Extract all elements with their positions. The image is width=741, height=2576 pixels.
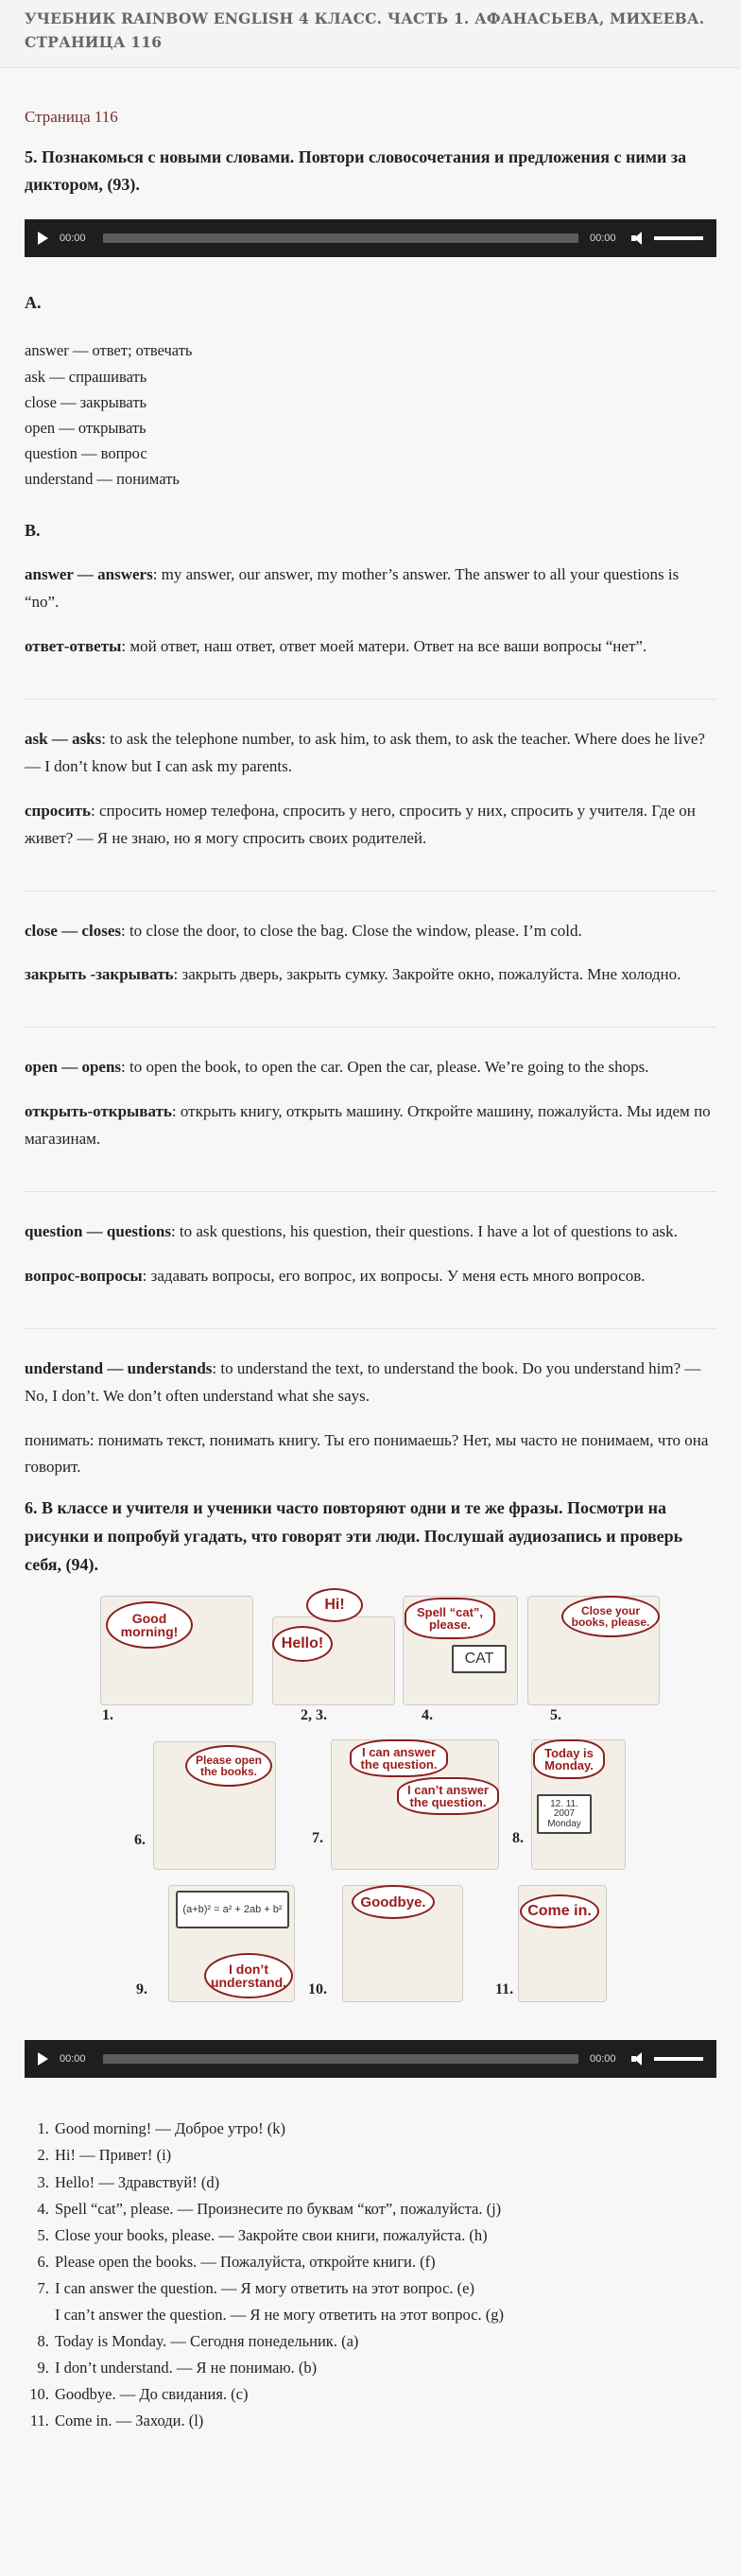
en-paragraph bbox=[25, 1356, 716, 1410]
ru-text: понимать: понимать текст, понимать книгу. Ты его понимаешь? Нет, мы часто не понимаем, что она говорит. bbox=[25, 1430, 709, 1477]
ru-paragraph bbox=[25, 1263, 716, 1290]
picture-number: 2, 3. bbox=[301, 1707, 327, 1724]
en-paragraph bbox=[25, 562, 716, 616]
ru-text: : задавать вопросы, его вопрос, их вопросы. У меня есть много вопросов. bbox=[142, 1266, 646, 1285]
en-paragraph bbox=[25, 726, 716, 781]
picture-number: 9. bbox=[136, 1981, 147, 1998]
en-word: understand — understands bbox=[25, 1358, 213, 1377]
divider bbox=[25, 1027, 716, 1028]
picture-number: 7. bbox=[312, 1830, 323, 1847]
en-word: ask — asks bbox=[25, 730, 102, 748]
page-title: УЧЕБНИК RAINBOW ENGLISH 4 КЛАСС. ЧАСТЬ 1. АФАНАСЬЕВА, МИХЕЕВА. СТРАНИЦА 116 bbox=[25, 9, 705, 51]
ru-text: : спросить номер телефона, спросить у него, спросить у них, спросить у учителя. Где он живет? — Я не знаю, но я могу спросить своих родителей. bbox=[25, 801, 696, 847]
ru-word: открыть-открывать bbox=[25, 1102, 172, 1121]
ru-paragraph bbox=[25, 633, 716, 661]
picture-good-morning bbox=[100, 1596, 261, 1726]
speech-bubble: Hello! bbox=[272, 1626, 333, 1662]
seek-bar[interactable] bbox=[103, 2054, 578, 2064]
current-time: 00:00 bbox=[60, 2053, 86, 2066]
speech-bubble: Goodbye. bbox=[352, 1885, 435, 1919]
list-item: 8. Today is Monday. — Сегодня понедельник. (a) bbox=[53, 2328, 716, 2355]
divider bbox=[25, 1191, 716, 1192]
main-content bbox=[0, 104, 741, 2434]
picture-number: 4. bbox=[422, 1707, 433, 1724]
en-paragraph bbox=[25, 918, 716, 945]
speech-bubble: I don’t understand. bbox=[204, 1953, 293, 1998]
ru-paragraph bbox=[25, 1427, 716, 1482]
vocab-item: ask — спрашивать bbox=[25, 367, 147, 386]
page-header bbox=[0, 0, 741, 68]
speech-bubble: Today is Monday. bbox=[533, 1739, 605, 1779]
list-item: 1. Good morning! — Доброе утро! (k) bbox=[53, 2116, 716, 2142]
en-word: open — opens bbox=[25, 1058, 122, 1077]
en-text: : to open the book, to open the car. Open the car, please. We’re going to the shops. bbox=[121, 1058, 649, 1077]
speech-bubble: Spell “cat”, please. bbox=[405, 1598, 495, 1639]
audio-player-94[interactable] bbox=[25, 2040, 716, 2078]
speech-bubble: Please open the books. bbox=[185, 1745, 272, 1787]
speech-bubble: Come in. bbox=[520, 1894, 599, 1928]
picture-come-in bbox=[491, 1885, 607, 2002]
vocab-item: question — вопрос bbox=[25, 444, 147, 463]
en-text: : my answer, our answer, my mother’s answer. The answer to all your questions is “no”. bbox=[25, 565, 680, 612]
list-item: 3. Hello! — Здравствуй! (d) bbox=[53, 2170, 716, 2196]
section-a-label: А. bbox=[25, 292, 42, 312]
picture-close-books bbox=[527, 1596, 660, 1726]
blackboard-text: (a+b)² = a² + 2ab + b² bbox=[176, 1891, 289, 1928]
ru-word: закрыть -закрывать bbox=[25, 965, 174, 984]
ru-word: ответ-ответы bbox=[25, 637, 122, 656]
divider bbox=[25, 890, 716, 891]
divider bbox=[25, 699, 716, 700]
speech-bubble: Hi! bbox=[306, 1588, 363, 1622]
en-text: : to close the door, to close the bag. Close the window, please. I’m cold. bbox=[120, 921, 582, 940]
picture-number: 11. bbox=[495, 1981, 514, 1998]
list-item: 2. Hi! — Привет! (i) bbox=[53, 2142, 716, 2169]
volume-slider[interactable] bbox=[654, 236, 703, 240]
picture-spell-cat bbox=[403, 1596, 518, 1726]
list-item: 5. Close your books, please. — Закройте свои книги, пожалуйста. (h) bbox=[53, 2222, 716, 2249]
duration: 00:00 bbox=[590, 232, 616, 244]
list-item: 9. I don’t understand. — Я не понимаю. (b) bbox=[53, 2355, 716, 2381]
picture-number: 1. bbox=[102, 1707, 113, 1724]
answers-list bbox=[25, 2116, 716, 2434]
list-item: 6. Please open the books. — Пожалуйста, откройте книги. (f) bbox=[53, 2249, 716, 2275]
ru-word: спросить bbox=[25, 801, 91, 820]
speech-bubble: I can answer the question. bbox=[350, 1739, 448, 1777]
vocab-item: close — закрывать bbox=[25, 392, 147, 411]
vocab-item: understand — понимать bbox=[25, 470, 180, 489]
vocab-list bbox=[25, 337, 716, 492]
audio-player-93[interactable] bbox=[25, 219, 716, 257]
en-word: close — closes bbox=[25, 921, 121, 940]
current-time: 00:00 bbox=[60, 232, 86, 244]
picture-goodbye bbox=[304, 1885, 463, 2002]
picture-today-monday bbox=[510, 1739, 626, 1870]
section-b-label: В. bbox=[25, 520, 41, 540]
ru-paragraph bbox=[25, 798, 716, 853]
picture-dont-understand bbox=[132, 1885, 295, 2002]
list-item: 4. Spell “cat”, please. — Произнесите по буквам “кот”, пожалуйста. (j) bbox=[53, 2196, 716, 2222]
ru-text: : мой ответ, наш ответ, ответ моей матери. Ответ на все ваши вопросы “нет”. bbox=[121, 637, 647, 656]
en-word: answer — answers bbox=[25, 565, 153, 584]
ru-paragraph bbox=[25, 1098, 716, 1153]
speech-bubble: Good morning! bbox=[106, 1601, 193, 1649]
en-paragraph bbox=[25, 1054, 716, 1081]
play-icon[interactable] bbox=[38, 2052, 48, 2066]
page-link[interactable]: Страница 116 bbox=[25, 108, 118, 126]
calendar-text: 12. 11. 2007 Monday bbox=[537, 1794, 592, 1834]
blackboard-text: CAT bbox=[452, 1645, 507, 1673]
speech-bubble: I can’t answer the question. bbox=[397, 1777, 499, 1815]
ru-text: : закрыть дверь, закрыть сумку. Закройте окно, пожалуйста. Мне холодно. bbox=[173, 965, 681, 984]
picture-number: 5. bbox=[550, 1707, 561, 1724]
en-word: question — questions bbox=[25, 1222, 171, 1241]
illustration-panel bbox=[25, 1588, 716, 2021]
play-icon[interactable] bbox=[38, 232, 48, 245]
list-item: I can’t answer the question. — Я не могу ответить на этот вопрос. (g) bbox=[55, 2305, 504, 2324]
volume-slider[interactable] bbox=[654, 2057, 703, 2061]
speech-bubble: Close your books, please. bbox=[561, 1596, 660, 1637]
vocab-item: open — открывать bbox=[25, 418, 146, 437]
picture-open-books bbox=[132, 1741, 276, 1870]
divider bbox=[25, 1328, 716, 1329]
task6-title: 6. В классе и учителя и ученики часто повторяют одни и те же фразы. Посмотри на рисунки и попробуй угадать, что говорят эти люди. Послушай аудиозапись и проверь себя, (94). bbox=[25, 1498, 683, 1574]
picture-answer-question bbox=[310, 1739, 499, 1870]
en-text: : to ask the telephone number, to ask him, to ask them, to ask the teacher. Where does he live? — I don’t know but I can ask my parents. bbox=[25, 730, 705, 775]
en-text: : to understand the text, to understand the book. Do you understand him? — No, I don’t. We don’t often understand what she says. bbox=[25, 1358, 701, 1405]
picture-number: 10. bbox=[308, 1981, 327, 1998]
volume-icon[interactable] bbox=[631, 232, 645, 245]
picture-hi-hello bbox=[272, 1588, 395, 1726]
ru-text: : открыть книгу, открыть машину. Откройте машину, пожалуйста. Мы идем по магазинам. bbox=[25, 1102, 711, 1149]
picture-number: 8. bbox=[512, 1830, 524, 1847]
picture-number: 6. bbox=[134, 1832, 146, 1849]
ru-paragraph bbox=[25, 961, 716, 989]
list-item: 11. Come in. — Заходи. (l) bbox=[53, 2408, 716, 2434]
ru-word: вопрос-вопросы bbox=[25, 1266, 143, 1285]
en-paragraph bbox=[25, 1219, 716, 1246]
volume-icon[interactable] bbox=[631, 2052, 645, 2066]
vocab-item: answer — ответ; отвечать bbox=[25, 341, 193, 360]
seek-bar[interactable] bbox=[103, 233, 578, 243]
task5-title: 5. Познакомься с новыми словами. Повтори словосочетания и предложения с ними за диктором, (93). bbox=[25, 147, 687, 194]
duration: 00:00 bbox=[590, 2053, 616, 2066]
list-item: 10. Goodbye. — До свидания. (c) bbox=[53, 2381, 716, 2408]
list-item: 7. I can answer the question. — Я могу ответить на этот вопрос. (e) bbox=[53, 2275, 716, 2302]
en-text: : to ask questions, his question, their questions. I have a lot of questions to ask. bbox=[170, 1222, 678, 1241]
